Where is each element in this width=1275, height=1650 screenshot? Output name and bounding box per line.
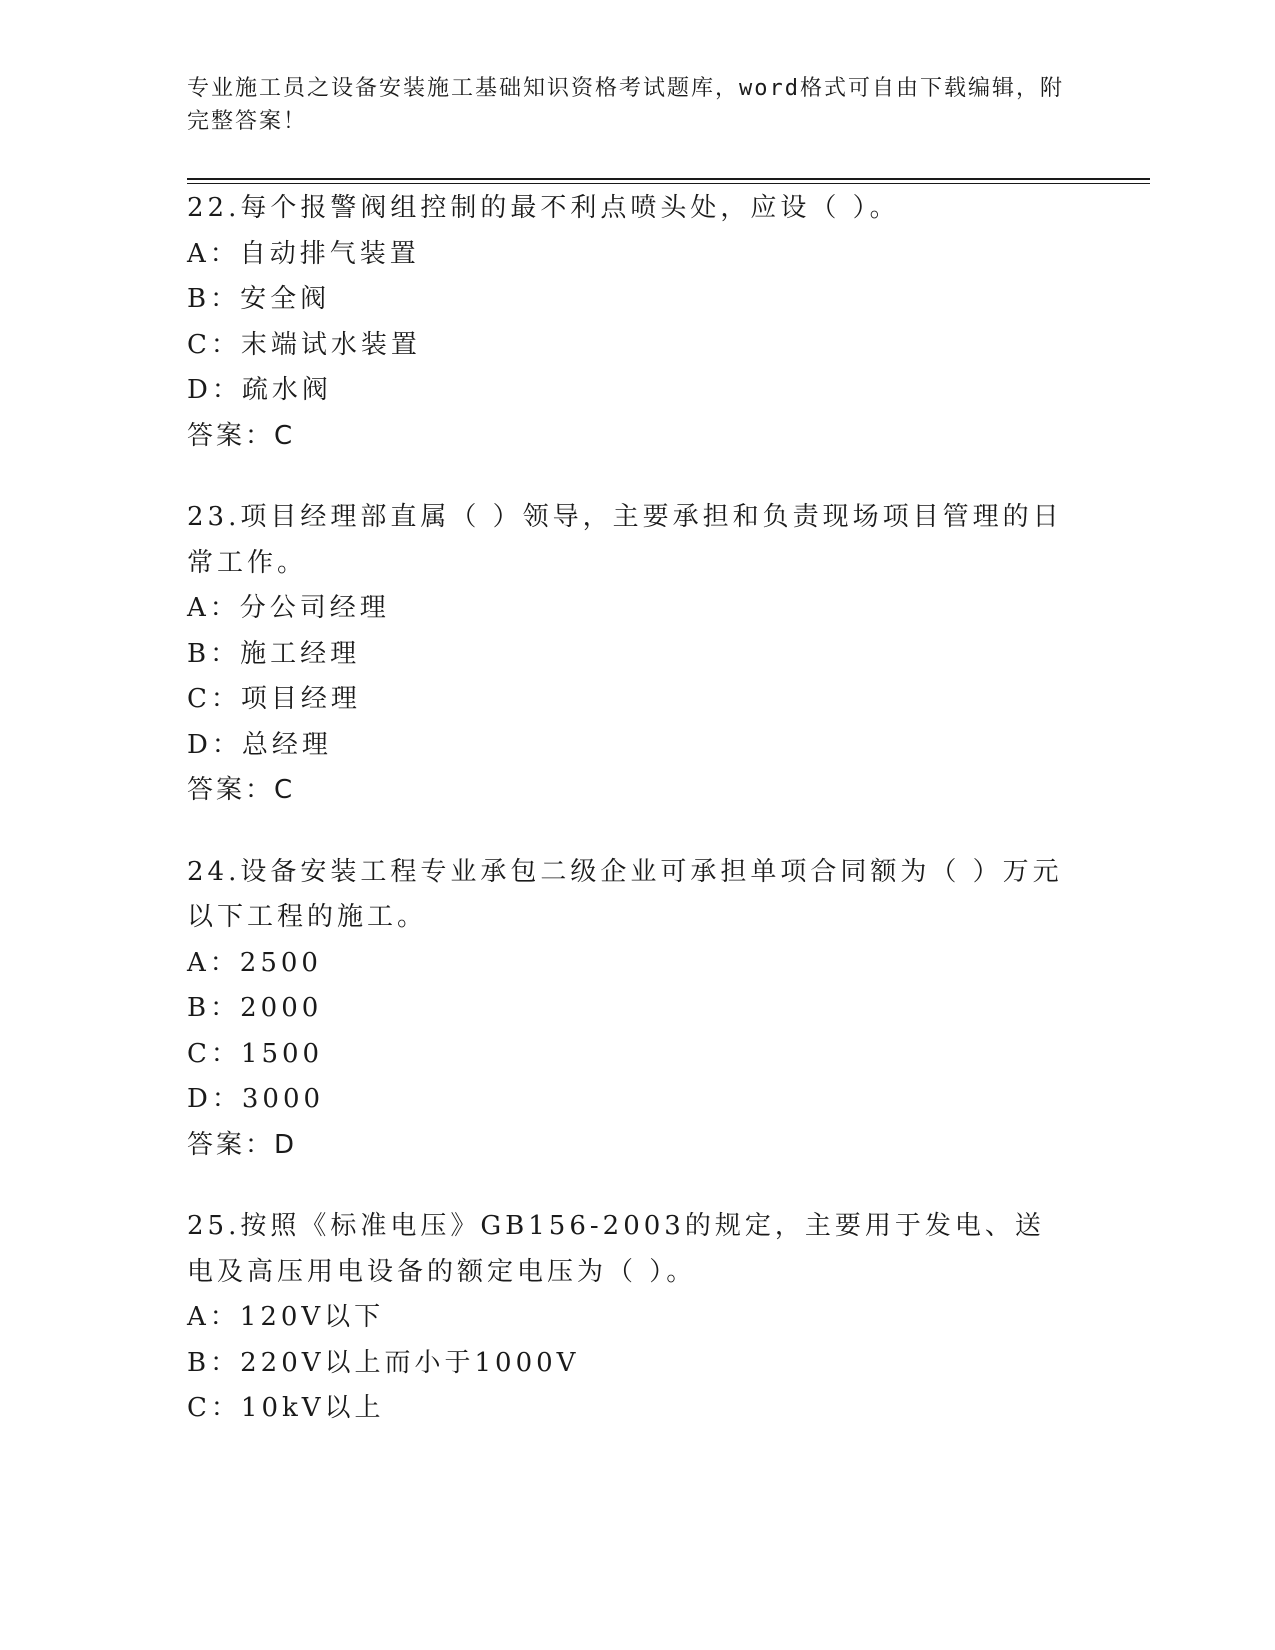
option-text: 220V以上而小于1000V — [240, 1347, 580, 1378]
question-stem — [187, 495, 1067, 586]
header-rule-thin — [187, 183, 1150, 184]
option-letter: B： — [187, 284, 241, 314]
question-number: 23. — [187, 502, 241, 532]
option-letter: A： — [187, 1302, 240, 1332]
option-text: 10kV以上 — [240, 1393, 385, 1423]
option-letter: D： — [187, 1084, 242, 1114]
option-text: 2500 — [239, 947, 322, 978]
answer-line: 答案：C — [187, 420, 296, 451]
answer-line: 答案：C — [187, 775, 296, 805]
option-b — [187, 632, 1087, 678]
option-letter: B： — [187, 1347, 241, 1378]
question-22 — [187, 186, 1087, 459]
option-a — [187, 1295, 1087, 1341]
option-c — [187, 1386, 1087, 1432]
option-text: 分公司经理 — [239, 593, 390, 623]
option-a — [187, 586, 1087, 632]
question-25 — [187, 1204, 1087, 1432]
question-23 — [187, 495, 1087, 814]
option-d — [187, 368, 1087, 414]
option-letter: D： — [187, 375, 242, 405]
question-text: 设备安装工程专业承包二级企业可承担单项合同额为（ ）万元以下工程的施工。 — [187, 856, 1063, 932]
question-stem — [187, 850, 1067, 941]
document-header: 专业施工员之设备安装施工基础知识资格考试题库，word格式可自由下载编辑，附完整答案！ — [187, 76, 1064, 134]
question-list — [187, 186, 1087, 1468]
option-letter: C： — [187, 1038, 241, 1069]
option-c — [187, 677, 1087, 723]
option-letter: A： — [187, 593, 240, 623]
option-b — [187, 986, 1087, 1032]
option-text: 总经理 — [241, 729, 332, 760]
option-letter: B： — [187, 638, 241, 669]
option-a — [187, 941, 1087, 987]
option-text: 自动排气装置 — [239, 238, 420, 269]
option-text: 末端试水装置 — [240, 329, 421, 360]
question-stem — [187, 186, 1067, 232]
question-text: 项目经理部直属（ ）领导，主要承担和负责现场项目管理的日常工作。 — [187, 502, 1063, 578]
option-text: 疏水阀 — [241, 375, 332, 405]
answer-line: 答案：D — [187, 1129, 298, 1160]
option-letter: A： — [187, 947, 240, 978]
header-rule-thick — [187, 178, 1150, 180]
option-c — [187, 323, 1087, 369]
option-d — [187, 1077, 1087, 1123]
option-a — [187, 232, 1087, 278]
option-d — [187, 723, 1087, 769]
question-number: 24. — [187, 856, 241, 887]
option-text: 1500 — [240, 1038, 324, 1069]
option-letter: D： — [187, 729, 242, 760]
option-text: 3000 — [241, 1084, 325, 1114]
option-b — [187, 1341, 1087, 1387]
option-text: 120V以下 — [239, 1302, 385, 1332]
option-b — [187, 277, 1087, 323]
option-letter: C： — [187, 329, 241, 360]
question-text: 每个报警阀组控制的最不利点喷头处，应设（ ）。 — [240, 193, 900, 223]
option-letter: B： — [187, 993, 241, 1023]
option-letter: C： — [187, 1393, 241, 1423]
option-text: 安全阀 — [240, 284, 331, 314]
option-letter: A： — [187, 238, 240, 269]
option-text: 项目经理 — [240, 684, 361, 714]
option-c — [187, 1032, 1087, 1078]
option-letter: C： — [187, 684, 241, 714]
question-24 — [187, 850, 1087, 1169]
option-text: 2000 — [240, 993, 323, 1023]
question-stem — [187, 1204, 1067, 1295]
question-text: 按照《标准电压》GB156-2003的规定，主要用于发电、送电及高压用电设备的额定电压为（ ）。 — [187, 1211, 1045, 1287]
option-text: 施工经理 — [240, 638, 361, 669]
question-number: 25. — [187, 1211, 241, 1241]
question-number: 22. — [187, 193, 241, 223]
